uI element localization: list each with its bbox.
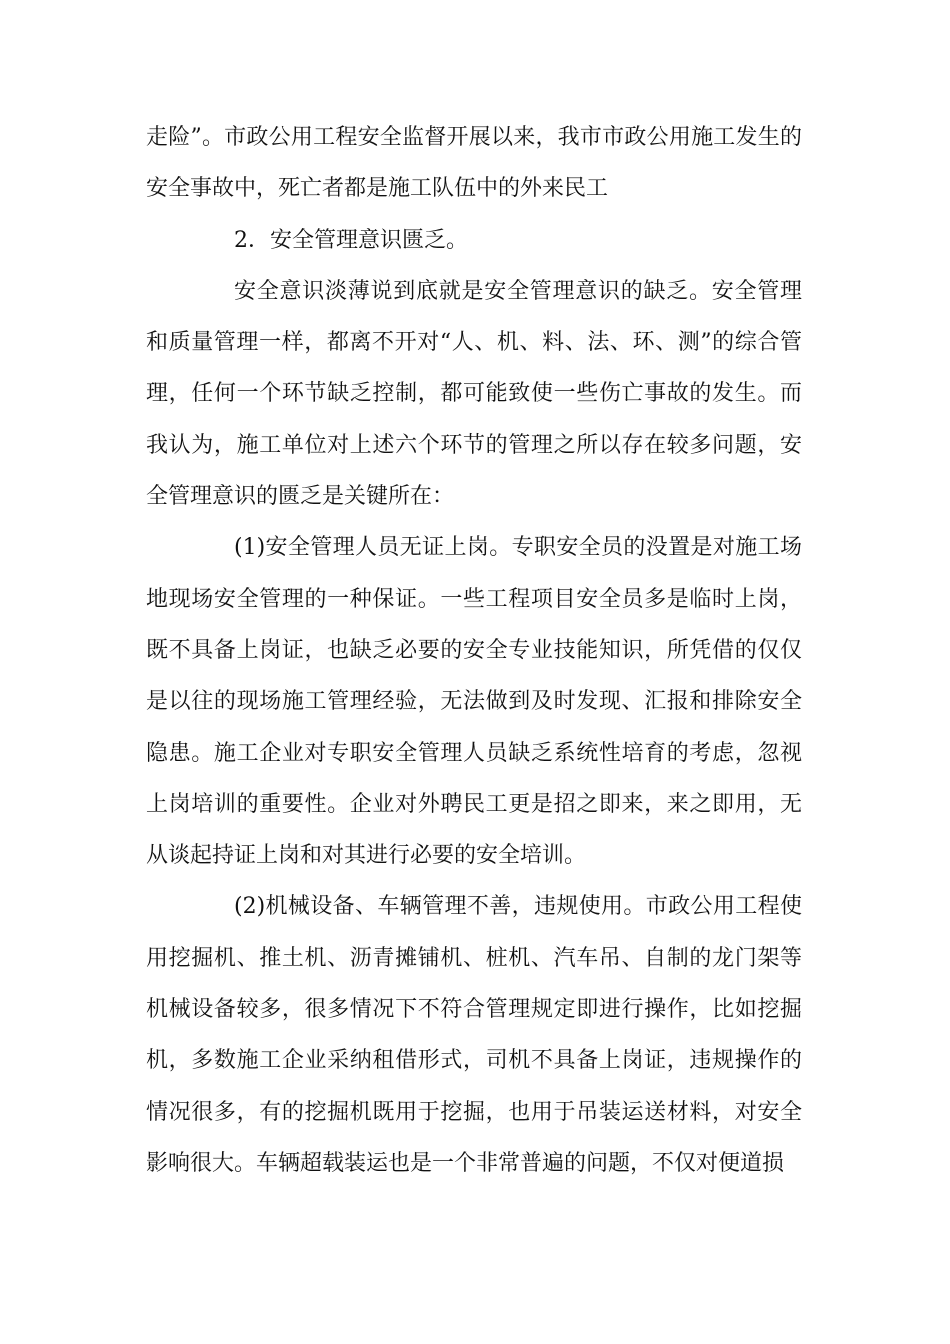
paragraph-item-1: (1)安全管理人员无证上岗。专职安全员的没置是对施工场地现场安全管理的一种保证。一些工程项目安全员多是临时上岗，既不具备上岗证，也缺乏必要的安全专业技能知识，所凭借的仅仅是以往的现场施工管理经验，无法做到及时发现、汇报和排除安全隐患。施工企业对专职安全管理人员缺乏系统性培育的考虑，忽视上岗培训的重要性。企业对外聘民工更是招之即来，来之即用，无从谈起持证上岗和对其进行必要的安全培训。 [146,535,802,869]
paragraph-safety-awareness: 安全意识淡薄说到底就是安全管理意识的缺乏。安全管理和质量管理一样，都离不开对“人、机、料、法、环、测”的综合管理，任何一个环节缺乏控制，都可能致使一些伤亡事故的发生。而我认为，施工单位对上述六个环节的管理之所以存在较多问题，安全管理意识的匮乏是关键所在： [146,278,802,510]
document-body [146,112,802,1189]
paragraph-continuation: 走险”。市政公用工程安全监督开展以来，我市市政公用施工发生的安全事故中，死亡者都是施工队伍中的外来民工 [146,125,802,202]
section-heading: 2．安全管理意识匮乏。 [234,227,468,253]
paragraph-item-2: (2)机械设备、车辆管理不善，违规使用。市政公用工程使用挖掘机、推土机、沥青摊铺机、桩机、汽车吊、自制的龙门架等机械设备较多，很多情况下不符合管理规定即进行操作，比如挖掘机，多数施工企业采纳租借形式，司机不具备上岗证，违规操作的情况很多，有的挖掘机既用于挖掘，也用于吊装运送材料，对安全影响很大。车辆超载装运也是一个非常普遍的问题，不仅对便道损 [146,894,802,1176]
